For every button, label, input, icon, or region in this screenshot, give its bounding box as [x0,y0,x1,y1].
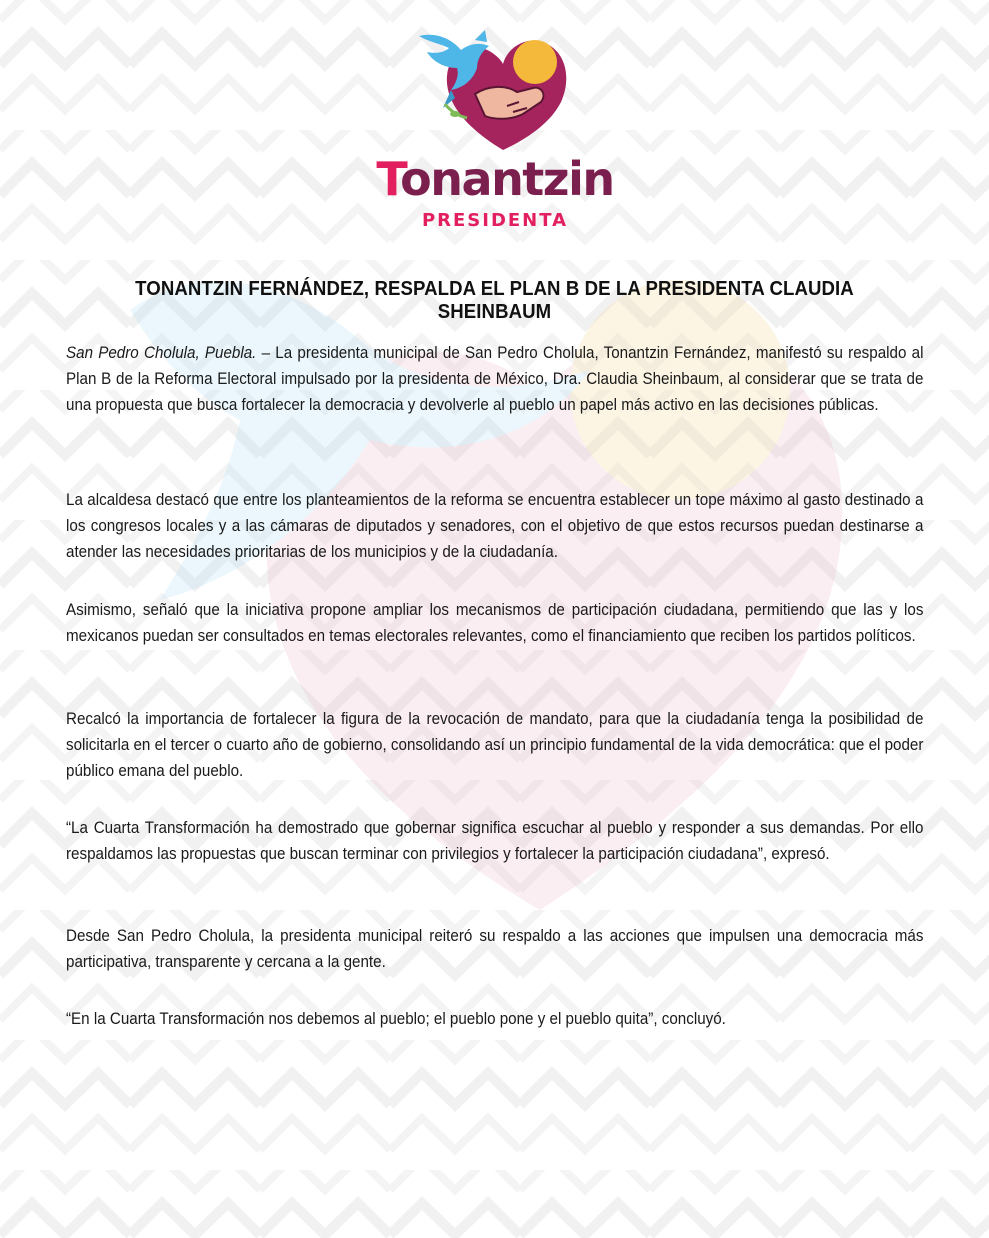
paragraph-5: “La Cuarta Transformación ha demostrado que gobernar significa escuchar al pueblo y responder a sus demandas. Por ello respaldamos las propuestas que buscan terminar con privilegios y fortalecer la participación ciudadana”, expresó. [66,819,924,863]
campaign-logo [360,22,630,231]
dateline: San Pedro Cholula, Puebla. [66,344,257,362]
paragraph-6: Desde San Pedro Cholula, la presidenta municipal reiteró su respaldo a las acciones que impulsen una democracia más participativa, transparente y cercana a la gente. [66,927,924,971]
paragraph-7: “En la Cuarta Transformación nos debemos al pueblo; el pueblo pone y el pueblo quita”, concluyó. [66,1010,726,1028]
logo-wordmark: Tonantzin [376,152,614,206]
logo-subtitle: PRESIDENTA [421,210,569,231]
paragraph-4: Recalcó la importancia de fortalecer la figura de la revocación de mandato, para que la ciudadanía tenga la posibilidad de solicitarla en el tercer o cuarto año de gobierno, consolidando así un principio fundamental de la vida democrática: que el poder público emana del pueblo. [66,710,924,780]
paragraph-2: La alcaldesa destacó que entre los planteamientos de la reforma se encuentra establecer un tope máximo al gasto destinado a los congresos locales y a las cámaras de diputados y senadores, con el objetivo de que estos recursos puedan destinarse a atender las necesidades prioritarias de los municipios y de la ciudadanía. [66,491,924,561]
paragraph-3: Asimismo, señaló que la iniciativa propone ampliar los mecanismos de participación ciudadana, permitiendo que las y los mexicanos puedan ser consultados en temas electorales relevantes, como el financiamiento que reciben los partidos políticos. [66,601,924,645]
paragraph-1-text: – La presidenta municipal de San Pedro Cholula, Tonantzin Fernández, manifestó su respaldo al Plan B de la Reforma Electoral impulsado por la presidenta de México, Dra. Claudia Sheinbaum, al considerar que se trata de una propuesta que busca fortalecer la democracia y devolverle al pueblo un papel más activo en las decisiones públicas. [66,344,924,414]
press-release-headline: TONANTZIN FERNÁNDEZ, RESPALDA EL PLAN B DE LA PRESIDENTA CLAUDIA SHEINBAUM [135,278,854,323]
heart-bird-logo-icon [415,22,575,152]
paragraph-1 [66,340,923,418]
